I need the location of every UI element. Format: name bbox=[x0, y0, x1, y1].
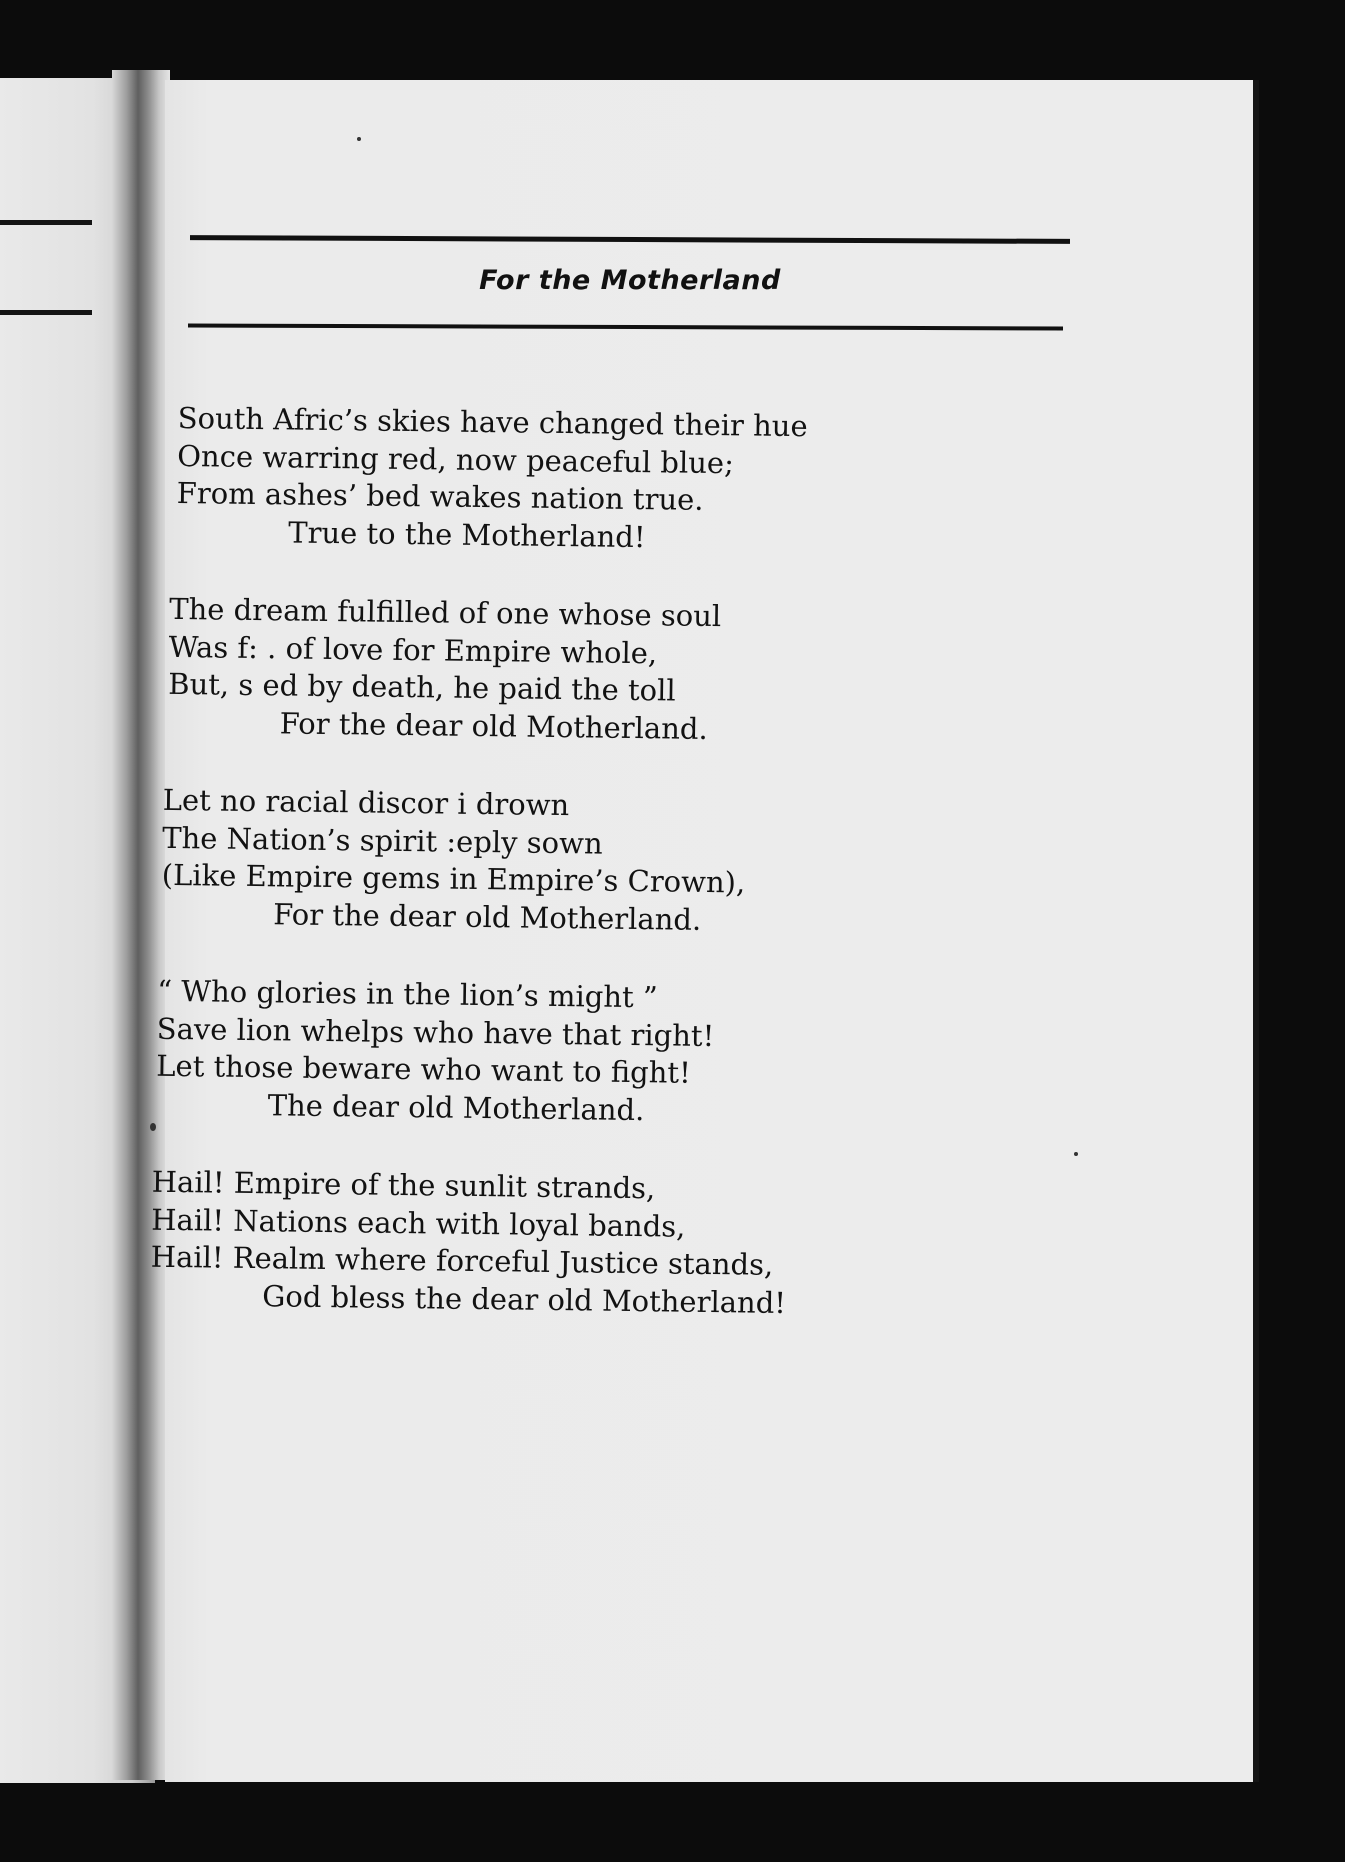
paper-speck bbox=[1074, 1152, 1078, 1156]
stanza bbox=[176, 400, 1078, 562]
page-header-title: For the Motherland bbox=[479, 265, 781, 296]
poem-line: Save lion whelps who have that right! bbox=[156, 1011, 715, 1053]
poem-line: Hail! Empire of the sunlit strands, bbox=[151, 1164, 656, 1206]
poem-line: Let those beware who want to fight! bbox=[156, 1048, 691, 1090]
poem-refrain: For the dear old Motherland. bbox=[273, 896, 702, 937]
poem-refrain: God bless the dear old Motherland! bbox=[262, 1278, 787, 1320]
poem-line: Hail! Nations each with loyal bands, bbox=[151, 1202, 686, 1244]
paper-speck bbox=[150, 1123, 156, 1131]
poem-refrain: For the dear old Motherland. bbox=[279, 705, 708, 746]
poem-line: From ashes’ bed wakes nation true. bbox=[176, 475, 704, 517]
poem-line: But, s ed by death, he paid the toll bbox=[168, 666, 676, 708]
poem-line: Once warring red, now peaceful blue; bbox=[177, 438, 735, 480]
poem bbox=[150, 400, 1077, 1367]
poem-line: The Nation’s spirit :eply sown bbox=[162, 820, 603, 861]
poem-line: Was f: . of love for Empire whole, bbox=[168, 629, 658, 670]
paper-speck bbox=[357, 137, 361, 141]
stanza bbox=[168, 591, 1076, 753]
poem-line: “ Who glories in the lion’s might ” bbox=[157, 973, 658, 1015]
stanza bbox=[150, 1164, 1068, 1326]
poem-line: South Afric’s skies have changed their hue bbox=[177, 400, 808, 444]
left-page-top-rule bbox=[0, 220, 92, 225]
poem-line: Hail! Realm where forceful Justice stands, bbox=[150, 1239, 774, 1282]
stanza bbox=[161, 782, 1073, 944]
poem-line: (Like Empire gems in Empire’s Crown), bbox=[161, 857, 746, 900]
poem-refrain: True to the Motherland! bbox=[288, 514, 646, 554]
poem-refrain: The dear old Motherland. bbox=[267, 1087, 645, 1127]
poem-line: Let no racial discor i drown bbox=[162, 782, 570, 823]
stanza bbox=[156, 973, 1071, 1135]
poem-line: The dream fulfilled of one whose soul bbox=[169, 591, 722, 634]
left-page-bottom-rule bbox=[0, 310, 92, 315]
